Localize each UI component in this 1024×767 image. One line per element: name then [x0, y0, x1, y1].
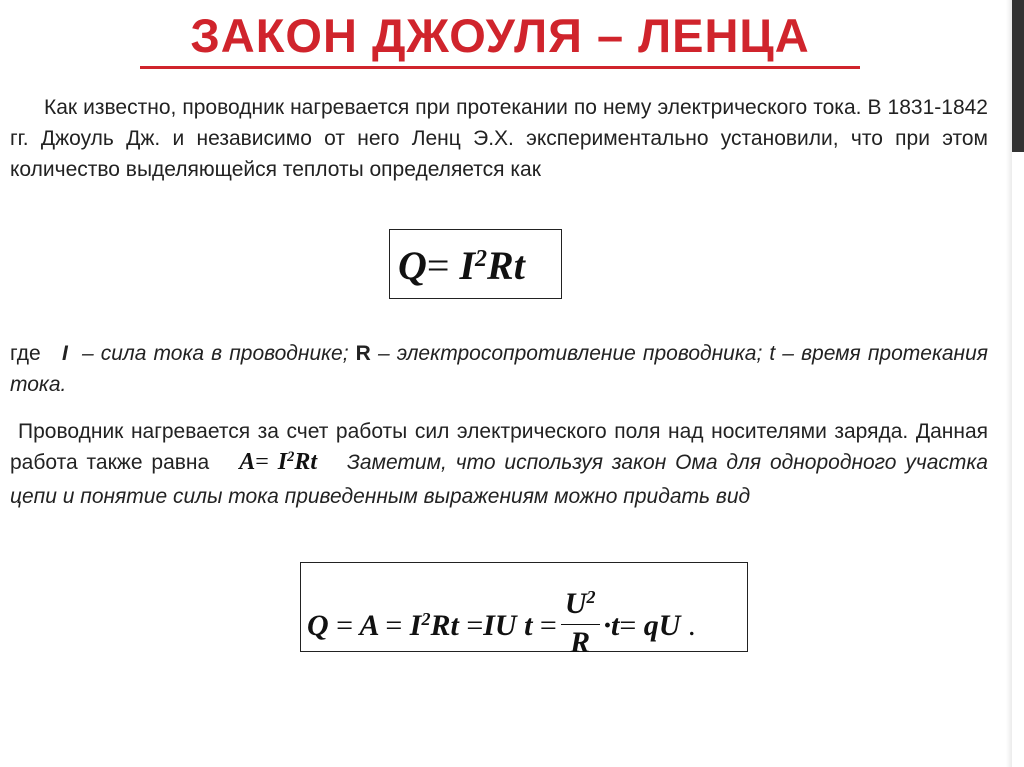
f2-a: A — [359, 608, 378, 642]
f2-qu: qU — [643, 608, 681, 642]
formula-i: I — [459, 243, 476, 288]
f2-iut: IU t — [483, 608, 533, 642]
work-text-1: Проводник нагревается за счет работы сил электрического поля над носителями заряда. Данная работа также равна — [10, 420, 988, 474]
f2-eq3: = — [466, 608, 484, 642]
slide-title: ЗАКОН ДЖОУЛЯ – ЛЕНЦА — [190, 9, 810, 62]
f2-eq5: = — [619, 608, 637, 642]
inline-work-formula — [209, 449, 347, 475]
f2-fraction — [561, 587, 600, 661]
f2-q: Q — [307, 608, 329, 642]
where-word: где — [10, 342, 41, 365]
f2-i: I — [409, 608, 422, 642]
title-underline — [140, 66, 860, 69]
formula-equals: = — [426, 243, 450, 288]
f2-eq1: = — [336, 608, 354, 642]
definition-i: – сила тока в проводнике; — [81, 342, 349, 365]
f2-dot-t: ·t — [603, 608, 620, 642]
intro-paragraph — [10, 92, 988, 185]
formula-power: 2 — [475, 245, 488, 272]
inline-power: 2 — [287, 449, 295, 466]
inline-a: A — [239, 449, 256, 475]
symbol-i: I — [61, 342, 68, 365]
f2-eq4: = — [539, 608, 557, 642]
combined-formula — [300, 562, 748, 659]
formula-q: Q — [398, 243, 427, 288]
slide-edge-bar — [1012, 0, 1024, 152]
inline-rt: Rt — [294, 449, 318, 475]
inline-i: I — [277, 449, 288, 475]
f2-eq2: = — [385, 608, 403, 642]
symbol-r: R — [355, 342, 371, 365]
f2-numerator: U — [564, 587, 587, 620]
formula-rt: Rt — [487, 243, 525, 288]
f2-denominator: R — [570, 626, 591, 659]
definition-r: – электросопротивление проводника; t – время протекания тока. — [10, 342, 988, 396]
f2-power: 2 — [421, 609, 431, 629]
work-text-2: Заметим, что используя закон Ома для однородного участка цепи и понятие силы тока приведенным выражениям можно придать вид — [10, 451, 988, 508]
joule-lenz-formula — [389, 229, 562, 299]
f2-rt: Rt — [430, 608, 459, 642]
slide-edge-shadow — [1006, 0, 1012, 767]
definitions-paragraph — [10, 338, 988, 400]
intro-text: Как известно, проводник нагревается при протекании по нему электрического тока. В 1831-1842 гг. Джоуль Дж. и независимо от него Ленц Э.Х. экспериментально установили, что при этом количество выделяющейся теплоты определяется как — [10, 96, 988, 181]
work-paragraph — [10, 416, 988, 512]
inline-equals: = — [255, 449, 269, 475]
f2-num-power: 2 — [586, 587, 596, 608]
f2-period: . — [687, 608, 696, 642]
